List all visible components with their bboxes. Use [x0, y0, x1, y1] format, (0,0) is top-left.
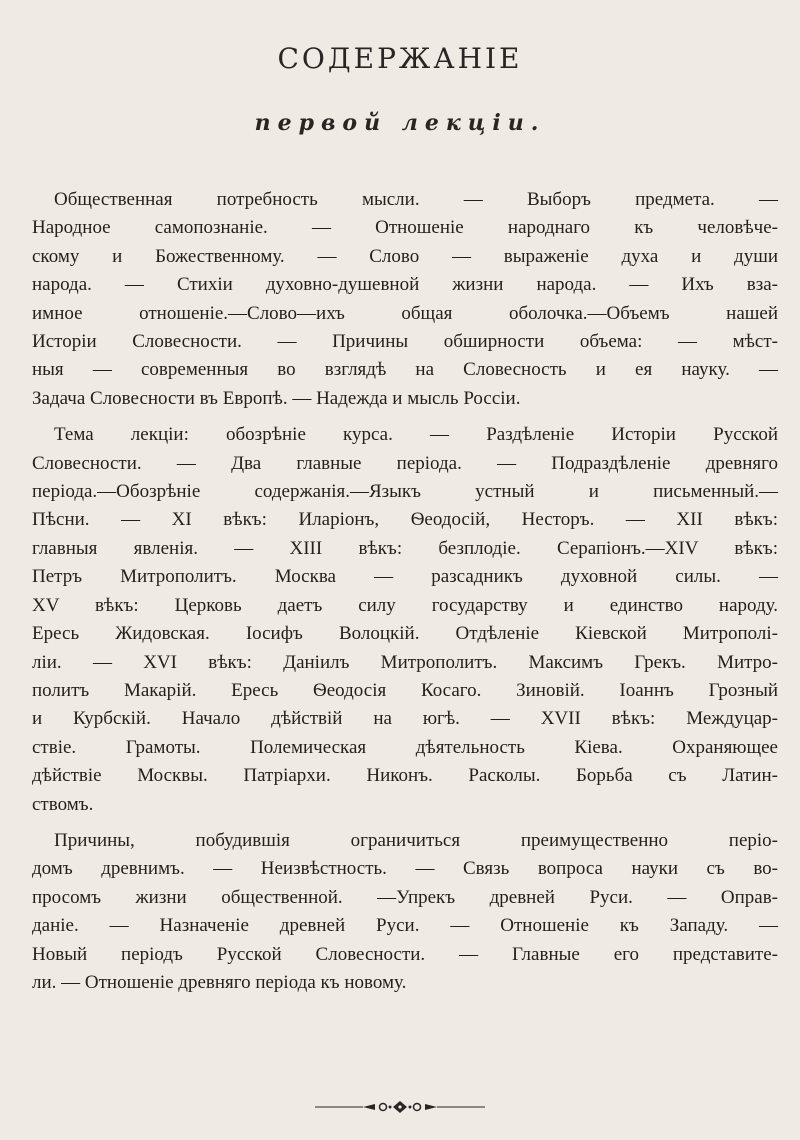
ornamental-rule-icon — [315, 1098, 485, 1116]
contents-body — [32, 186, 778, 997]
paragraph-1 — [32, 186, 778, 413]
text-line: дѣйствіе Москвы. Патріархи. Никонъ. Расколы. Борьба съ Латин- — [32, 765, 778, 787]
text-line: ли. — Отношеніе древняго періода къ новому. — [32, 971, 407, 993]
text-line: Словесности. — Два главные періода. — Подраздѣленіе древняго — [32, 452, 778, 474]
text-line: имное отношеніе.—Слово—ихъ общая оболочка.—Объемъ нашей — [32, 302, 778, 324]
text-line: Пѣсни. — XI вѣкъ: Иларіонъ, Ѳеодосій, Несторъ. — XII вѣкъ: — [32, 509, 778, 531]
text-line: Новый періодъ Русской Словесности. — Главные его представите- — [32, 943, 778, 965]
text-line: ныя — современныя во взглядѣ на Словесность и ея науку. — — [32, 359, 778, 381]
text-line: скому и Божественному. — Слово — выраженіе духа и души — [32, 245, 778, 267]
text-line: XV вѣкъ: Церковь даетъ силу государству и единство народу. — [32, 594, 778, 616]
text-line: Исторіи Словесности. — Причины обширности объема: — мѣст- — [32, 331, 778, 353]
text-line: Общественная потребность мысли. — Выборъ предмета. — — [54, 189, 778, 210]
ornament-divider — [0, 1098, 800, 1116]
text-line: ствіе. Грамоты. Полемическая дѣятельность Кіева. Охраняющее — [32, 736, 778, 758]
text-line: Ересь Жидовская. Іосифъ Волоцкій. Отдѣленіе Кіевской Митрополі- — [32, 623, 778, 645]
page-subtitle: первой лекціи. — [254, 110, 546, 136]
text-line: ліи. — XVI вѣкъ: Даніилъ Митрополитъ. Максимъ Грекъ. Митро- — [32, 651, 778, 673]
text-line: даніе. — Назначеніе древней Руси. — Отношеніе къ Западу. — — [32, 915, 778, 937]
text-line: народа. — Стихіи духовно-душевной жизни народа. — Ихъ вза- — [32, 274, 778, 296]
text-line: политъ Макарій. Ересь Ѳеодосія Косаго. Зиновій. Іоаннъ Грозный — [32, 679, 778, 701]
text-line: Причины, побудившія ограничиться преимущественно періо- — [54, 829, 778, 851]
text-line: Задача Словесности въ Европѣ. — Надежда и мысль Россіи. — [32, 387, 521, 409]
page-title: СОДЕРЖАНІЕ — [277, 42, 523, 75]
text-line: Тема лекціи: обозрѣніе курса. — Раздѣленіе Исторіи Русской — [54, 424, 778, 446]
paragraph-2 — [32, 421, 778, 819]
text-line: Народное самопознаніе. — Отношеніе народнаго къ человѣче- — [32, 217, 778, 239]
text-line: ствомъ. — [32, 793, 94, 815]
text-line: Петръ Митрополитъ. Москва — разсадникъ духовной силы. — — [32, 566, 778, 588]
text-line: домъ древнимъ. — Неизвѣстность. — Связь вопроса науки съ во- — [32, 858, 778, 880]
text-line: главныя явленія. — XIII вѣкъ: безплодіе. Серапіонъ.—XIV вѣкъ: — [32, 537, 778, 559]
text-line: періода.—Обозрѣніе содержанія.—Языкъ устный и письменный.— — [32, 481, 778, 503]
text-line: и Курбскій. Начало дѣйствій на югѣ. — XVII вѣкъ: Междуцар- — [32, 708, 778, 730]
text-line: просомъ жизни общественной. —Упрекъ древней Руси. — Оправ- — [32, 886, 778, 908]
paragraph-3 — [32, 827, 778, 997]
